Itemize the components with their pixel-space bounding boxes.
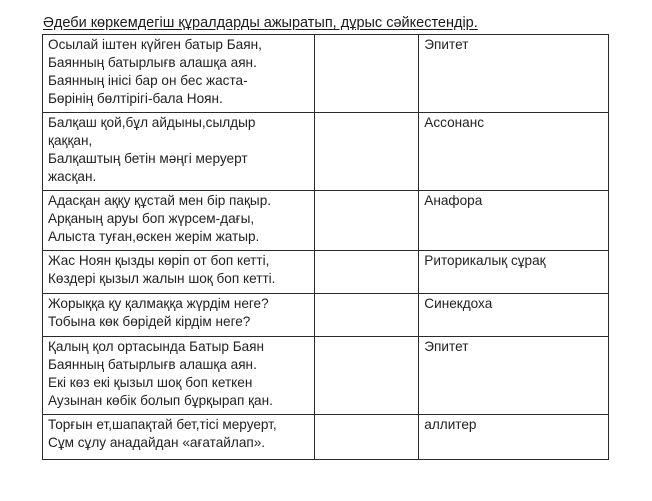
verse-line: Көздері қызыл жалын шоқ боп кетті. <box>48 271 276 286</box>
verse-line: Баянның батырлығв алашқа аян. <box>48 357 257 372</box>
verse-line: Сұм сұлу анадайдан «ағатайлап». <box>48 435 266 450</box>
answer-cell[interactable] <box>315 113 419 191</box>
verse-cell <box>43 294 315 337</box>
table-row <box>43 337 609 415</box>
table-row <box>43 191 609 251</box>
verse-line: Екі көз екі қызыл шоқ боп кеткен <box>48 375 253 390</box>
table-row <box>43 113 609 191</box>
device-label: Риторикалық сұрақ <box>424 253 546 268</box>
answer-cell[interactable] <box>315 294 419 337</box>
verse-line: Торғын ет,шапақтай бет,тісі меруерт, <box>48 417 277 432</box>
verse-line: Қалың қол ортасында Батыр Баян <box>48 339 265 354</box>
answer-cell[interactable] <box>315 35 419 113</box>
device-cell <box>419 35 609 113</box>
verse-cell <box>43 251 315 294</box>
device-label: Ассонанс <box>424 115 485 130</box>
verse-cell <box>43 113 315 191</box>
table-row <box>43 415 609 460</box>
table-row <box>43 35 609 113</box>
task-title: Әдеби көркемдегіш құралдарды ажыратып, дұрыс сәйкестендір. <box>43 15 478 31</box>
verse-line: Балқаш қой,бұл айдыны,сылдыр <box>48 115 256 130</box>
verse-cell <box>43 191 315 251</box>
answer-cell[interactable] <box>315 415 419 460</box>
table-row <box>43 294 609 337</box>
verse-line: Бөрінің бөлтірігі-бала Ноян. <box>48 91 223 106</box>
device-label: Эпитет <box>424 339 469 354</box>
verse-line: Тобына көк бөрідей кірдім неге? <box>48 314 251 329</box>
verse-line: Балқаштың бетін мәңгі меруерт <box>48 151 248 166</box>
device-cell <box>419 251 609 294</box>
device-label: Эпитет <box>424 37 469 52</box>
matching-table <box>42 34 609 460</box>
verse-cell <box>43 415 315 460</box>
device-cell <box>419 337 609 415</box>
verse-line: Жорыққа қу қалмаққа жүрдім неге? <box>48 296 269 311</box>
answer-cell[interactable] <box>315 191 419 251</box>
verse-line: Алыста туған,өскен жерім жатыр. <box>48 229 260 244</box>
device-cell <box>419 113 609 191</box>
verse-line: Арқаның аруы боп жүрсем-дағы, <box>48 211 255 226</box>
answer-cell[interactable] <box>315 251 419 294</box>
verse-cell <box>43 337 315 415</box>
verse-line: қаққан, <box>48 133 93 148</box>
verse-line: Аузынан көбік болып бұрқырап қан. <box>48 393 273 408</box>
device-label: Синекдоха <box>424 296 493 311</box>
verse-line: Баянның батырлығв алашқа аян. <box>48 55 257 70</box>
verse-line: жасқан. <box>48 169 97 184</box>
device-cell <box>419 415 609 460</box>
device-cell <box>419 294 609 337</box>
verse-line: Жас Ноян қызды көріп от боп кетті, <box>48 253 270 268</box>
device-label: аллитер <box>424 417 477 432</box>
answer-cell[interactable] <box>315 337 419 415</box>
verse-line: Осылай іштен күйген батыр Баян, <box>48 37 262 52</box>
device-label: Анафора <box>424 193 483 208</box>
device-cell <box>419 191 609 251</box>
verse-cell <box>43 35 315 113</box>
verse-line: Адасқан аққу құстай мен бір пақыр. <box>48 193 272 208</box>
verse-line: Баянның інісі бар он бес жаста- <box>48 73 248 88</box>
table-row <box>43 251 609 294</box>
